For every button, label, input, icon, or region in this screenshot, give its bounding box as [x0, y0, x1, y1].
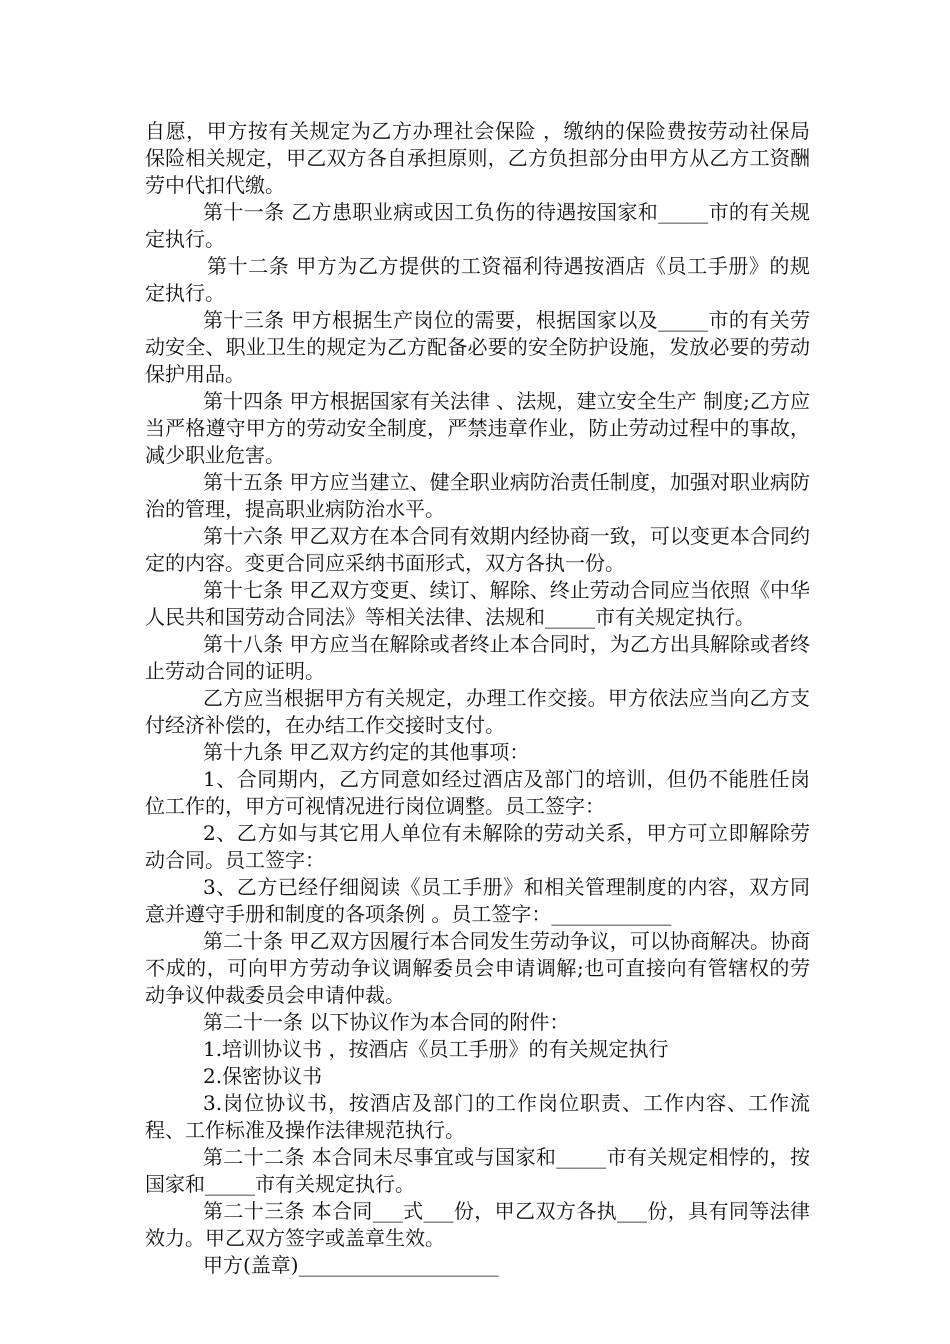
article-19-item-2: 2、乙方如与其它用人单位有未解除的劳动关系，甲方可立即解除劳动合同。员工签字：: [145, 821, 810, 872]
contract-body: [145, 118, 810, 1279]
article-14: 第十四条 甲方根据国家有关法律 、法规，建立安全生产 制度;乙方应当严格遵守甲方的劳动安全制度，严禁违章作业，防止劳动过程中的事故，减少职业危害。: [145, 389, 810, 467]
article-16: 第十六条 甲乙双方在本合同有效期内经协商一致，可以变更本合同约定的内容。变更合同应采纳书面形式，双方各执一份。: [145, 524, 810, 575]
article-22: 第二十二条 本合同未尽事宜或与国家和_____市有关规定相悖的，按国家和_____市有关规定执行。: [145, 1145, 810, 1196]
article-21-item-2: 2.保密协议书: [203, 1064, 323, 1088]
article-21-item-1: 1.培训协议书 ，按酒店《员工手册》的有关规定执行: [203, 1037, 669, 1061]
article-19-item-1: 1、合同期内，乙方同意如经过酒店及部门的培训，但仍不能胜任岗位工作的，甲方可视情况进行岗位调整。员工签字：: [145, 767, 810, 818]
article-21-item-3: 3.岗位协议书，按酒店及部门的工作岗位职责、工作内容、工作流程、工作标准及操作法律规范执行。: [145, 1091, 810, 1142]
article-18: 第十八条 甲方应当在解除或者终止本合同时，为乙方出具解除或者终止劳动合同的证明。: [145, 632, 810, 683]
article-13: 第十三条 甲方根据生产岗位的需要，根据国家以及_____市的有关劳动安全、职业卫生的规定为乙方配备必要的安全防护设施，发放必要的劳动保护用品。: [145, 308, 810, 386]
article-11: 第十一条 乙方患职业病或因工负伤的待遇按国家和_____市的有关规定执行。: [145, 200, 810, 251]
paragraph-social-insurance: 自愿，甲方按有关规定为乙方办理社会保险 ，缴纳的保险费按劳动社保局保险相关规定，甲乙双方各自承担原则，乙方负担部分由甲方从乙方工资酬劳中代扣代缴。: [145, 119, 810, 197]
article-19: 第十九条 甲乙双方约定的其他事项：: [203, 740, 530, 764]
party-a-seal-line: 甲方(盖章)____________________: [203, 1253, 499, 1277]
article-12: 第十二条 甲方为乙方提供的工资福利待遇按酒店《员工手册》的规定执行。: [145, 254, 810, 305]
article-15: 第十五条 甲方应当建立、健全职业病防治责任制度，加强对职业病防治的管理，提高职业病防治水平。: [145, 470, 810, 521]
article-17: 第十七条 甲乙双方变更、续订、解除、终止劳动合同应当依照《中华人民共和国劳动合同法》等相关法律、法规和_____市有关规定执行。: [145, 578, 810, 629]
article-19-item-3: 3、乙方已经仔细阅读《员工手册》和相关管理制度的内容，双方同意并遵守手册和制度的各项条例 。员工签字：____________: [145, 875, 810, 926]
article-23: 第二十三条 本合同___式___份，甲乙双方各执___份，具有同等法律效力。甲乙双方签字或盖章生效。: [145, 1199, 810, 1250]
paragraph-handover: 乙方应当根据甲方有关规定，办理工作交接。甲方依法应当向乙方支付经济补偿的，在办结工作交接时支付。: [145, 686, 810, 737]
article-20: 第二十条 甲乙双方因履行本合同发生劳动争议，可以协商解决。协商不成的，可向甲方劳动争议调解委员会申请调解;也可直接向有管辖权的劳动争议仲裁委员会申请仲裁。: [145, 929, 810, 1007]
article-21: 第二十一条 以下协议作为本合同的附件：: [203, 1010, 570, 1034]
